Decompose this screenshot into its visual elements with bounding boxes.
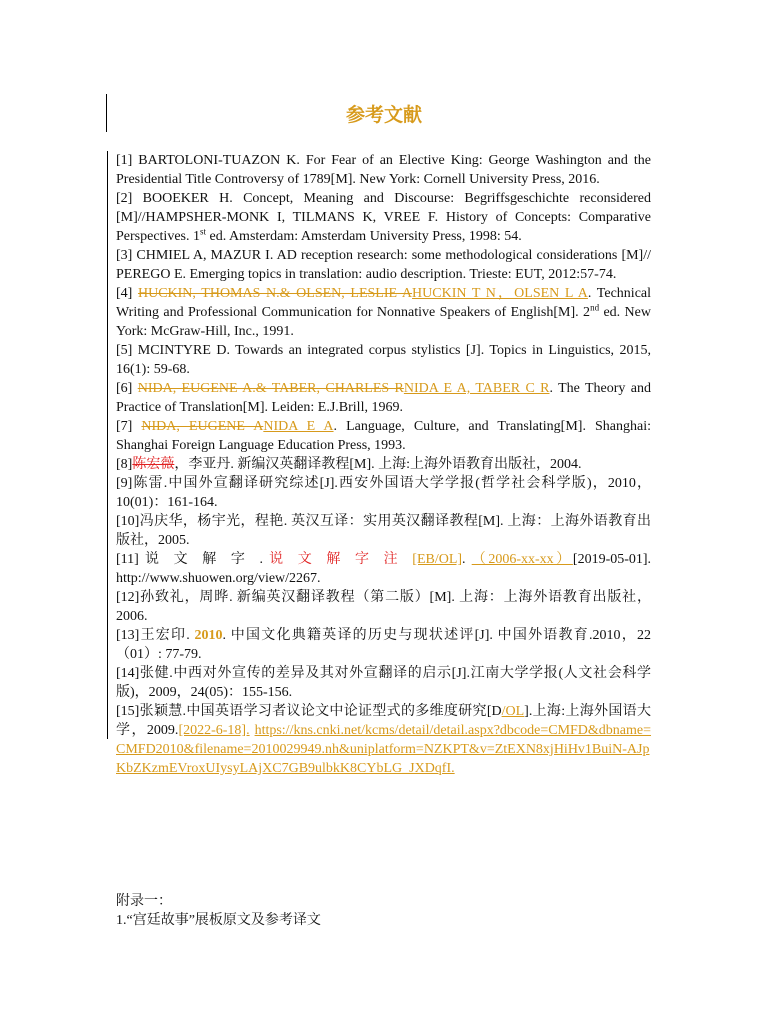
- reference-9: [9]陈雷.中国外宣翻译研究综述[J].西安外国语大学学报(哲学社会科学版)，2010，10(01)：161-164.: [116, 476, 651, 510]
- inserted-text: 2010: [194, 628, 223, 643]
- reference-link[interactable]: https://kns.cnki.net/kcms/detail/detail.aspx?dbcode=CMFD&dbname=CMFD2010&filename=2010029949.nh&uniplatform=NZKPT&v=ZtEXN8xjHiHv1BuiN-AJpKbZKzmEVroxUIysyLAjXC7GB9ulbkK8CYbLG_JXDqfI.: [116, 723, 652, 776]
- reference-5: [5] MCINTYRE D. Towards an integrated corpus stylistics [J]. Topics in Linguistics, 2015, 16(1): 59-68.: [116, 343, 651, 377]
- reference-list: [116, 151, 651, 778]
- reference-11: [11] 说文解字. 说文解字注[EB/OL]. （2006-xx-xx）[2019-05-01]. http://www.shuowen.org/view/2267.: [116, 552, 652, 586]
- inserted-text: NIDA E A, TABER C R: [403, 381, 550, 396]
- inserted-text: [EB/OL]: [412, 552, 463, 567]
- deleted-text: 陈宏薇: [132, 457, 175, 472]
- inserted-text: （2006-xx-xx）: [471, 552, 573, 567]
- inserted-text: NIDA E A: [263, 419, 334, 434]
- reference-url: http://www.shuowen.org/view/2267.: [116, 571, 321, 586]
- reference-4: [4] HUCKIN, THOMAS N.& OLSEN, LESLIE AHUCKIN T N，OLSEN L A. Technical Writing and Professional Communication for Nonnative Speakers of English[M]. 2nd ed. New York: McGraw-Hill, Inc., 1991.: [116, 286, 652, 339]
- appendix-item-1: 1.“宫廷故事”展板原文及参考译文: [116, 913, 321, 928]
- deleted-text: HUCKIN, THOMAS N.& OLSEN, LESLIE A: [137, 286, 413, 301]
- deleted-text: NIDA, EUGENE A: [141, 419, 264, 434]
- reference-15: [15]张颖慧.中国英语学习者议论文中论证型式的多维度研究[D/OL].上海:上海外国语大学，2009.[2022-6-18]. https://kns.cnki.net/kcms/detail/detail.aspx?dbcode=CMFD&dbname=CMFD2010&filename=2010029949.nh&uniplatform=NZKPT&v=ZtEXN8xjHiHv1BuiN-AJpKbZKzmEVroxUIysyLAjXC7GB9ulbkK8CYbLG_JXDqfI.: [116, 704, 652, 776]
- reference-7: [7] NIDA, EUGENE ANIDA E A. Language, Culture, and Translating[M]. Shanghai: Shanghai Foreign Language Education Press, 1993.: [116, 419, 651, 453]
- appendix-heading: 附录一：: [116, 894, 172, 909]
- reference-3: [3] CHMIEL A, MAZUR I. AD reception research: some methodological considerations [M]// PEREGO E. Emerging topics in translation: audio description. Trieste: EUT, 2012:57-74.: [116, 248, 651, 282]
- reference-8: [8]陈宏薇，李亚丹. 新编汉英翻译教程[M]. 上海:上海外语教育出版社，2004.: [116, 457, 582, 472]
- reference-6: [6] NIDA, EUGENE A.& TABER, CHARLES RNIDA E A, TABER C R. The Theory and Practice of Translation[M]. Leiden: E.J.Brill, 1969.: [116, 381, 651, 415]
- appendix-section: [116, 892, 651, 930]
- revision-bar: [107, 151, 108, 739]
- inserted-text: [2022-6-18].: [178, 723, 250, 738]
- reference-10: [10]冯庆华，杨宇光，程艳. 英汉互译：实用英汉翻译教程[M]. 上海：上海外语教育出版社，2005.: [116, 514, 651, 548]
- deleted-text: NIDA, EUGENE A.& TABER, CHARLES R: [137, 381, 404, 396]
- reference-12: [12]孙致礼，周晔. 新编英汉翻译教程（第二版）[M]. 上海：上海外语教育出版社，2006.: [116, 590, 651, 624]
- page-title: 参考文献: [345, 105, 422, 126]
- inserted-text: HUCKIN T N，OLSEN L A: [412, 286, 588, 301]
- reference-1: [1] BARTOLONI-TUAZON K. For Fear of an Elective King: George Washington and the Presidential Title Controversy of 1789[M]. New York: Cornell University Press, 2016.: [116, 153, 651, 187]
- reference-14: [14]张健.中西对外宣传的差异及其对外宣翻译的启示[J].江南大学学报(人文社会科学版)，2009，24(05)：155-156.: [116, 666, 651, 700]
- reference-2: [2] BOOEKER H. Concept, Meaning and Discourse: Begriffsgeschichte reconsidered [M]//HAMPSHER-MONK I, TILMANS K, VREE F. History of Concepts: Comparative Perspectives. 1st ed. Amsterdam: Amsterdam University Press, 1998: 54.: [116, 191, 651, 244]
- inserted-text: /OL: [501, 704, 525, 719]
- reference-13: [13]王宏印. 2010. 中国文化典籍英译的历史与现状述评[J]. 中国外语教育.2010，22（01）: 77-79.: [116, 628, 652, 662]
